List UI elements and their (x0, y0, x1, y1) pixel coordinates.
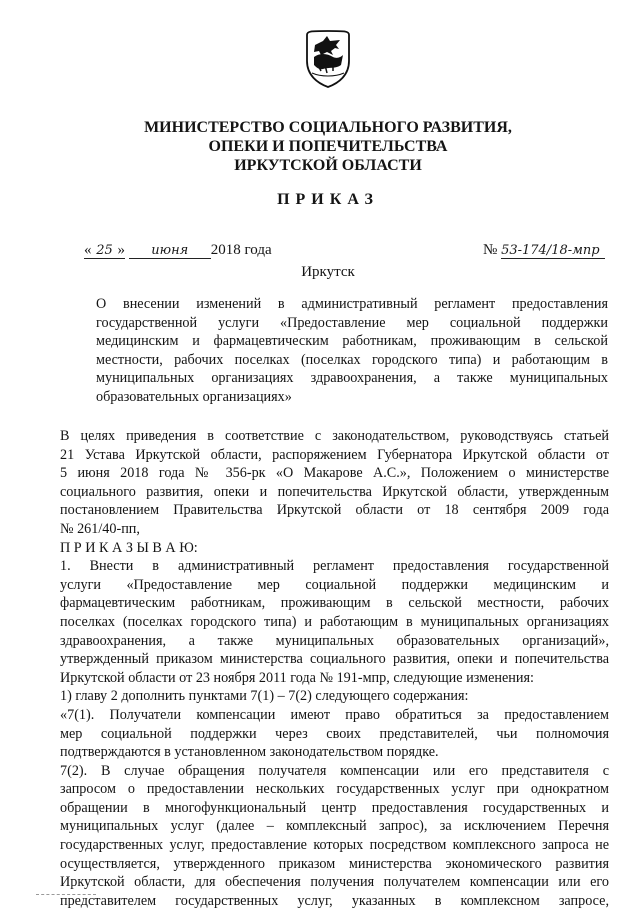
body-line: государственных услуг, предоставление которых посредством комплексного запроса не (60, 837, 609, 854)
date-day: 25 (92, 243, 118, 259)
body-line: 1) главу 2 дополнить пунктами 7(1) – 7(2) следующего содержания: (60, 688, 469, 705)
page-footer-divider (36, 894, 96, 895)
order-number (483, 242, 605, 259)
date-open-quote: « (84, 242, 92, 258)
subject-line: образовательных организациях» (96, 388, 292, 405)
body-line: мер социальной поддержки через своих представителей, чьи полномочия (60, 725, 609, 742)
order-date (84, 242, 272, 259)
body-line: здравоохранения, а также муниципальных образовательных организаций», (60, 632, 609, 649)
body-line: осуществляется, утвержденного приказом министерства экономического развития (60, 855, 609, 872)
date-year: 2018 года (210, 242, 272, 258)
body-line: № 261/40-пп, (60, 520, 140, 537)
order-body (60, 427, 609, 910)
order-subject (96, 295, 608, 407)
body-line: Иркутской области, для обеспечения получения получателем компенсации или его (60, 874, 609, 891)
city: Иркутск (301, 264, 355, 280)
number-value: 53-174/18-мпр (501, 243, 605, 259)
subject-line: местности, рабочих поселках (поселках городского типа) и работающим в (96, 351, 608, 368)
body-line: постановлением Правительства Иркутской области от 18 сентября 2009 года (60, 502, 609, 519)
body-line: Иркутской области от 23 ноября 2011 года № 191-мпр, следующие изменения: (60, 669, 534, 686)
number-sign: № (483, 242, 498, 258)
subject-line: медицинским и фармацевтическим работникам, проживающим в сельской (96, 333, 608, 350)
order-directive: П Р И К А З Ы В А Ю: (60, 539, 198, 556)
body-line: социального развития, опеки и попечительства Иркутской области, утвержденным (60, 483, 609, 500)
body-line: фармацевтическим работникам, проживающим в сельской местности, рабочих (60, 595, 609, 612)
body-line: 5 июня 2018 года № 356-рк «О Макарове А.С.», Положением о министерстве (60, 465, 609, 482)
body-line: обращении в многофункциональный центр предоставления государственных и (60, 799, 609, 816)
body-line: «7(1). Получатели компенсации имеют право обратиться за предоставлением (60, 706, 609, 723)
ministry-name (120, 118, 536, 175)
ministry-line-3: ИРКУТСКОЙ ОБЛАСТИ (234, 157, 422, 174)
body-line: 7(2). В случае обращения получателя компенсации или его представителя с (60, 762, 609, 779)
body-line: В целях приведения в соответствие с законодательством, руководствуясь статьей (60, 428, 609, 444)
subject-line: государственной услуги «Предоставление мер социальной поддержки (96, 314, 608, 331)
body-line: 1. Внести в административный регламент предоставления государственной (60, 558, 609, 575)
coat-of-arms-emblem (303, 27, 353, 89)
body-line: муниципальных услуг (далее – комплексный запрос), за исключением Перечня (60, 818, 609, 835)
ministry-line-2: ОПЕКИ И ПОПЕЧИТЕЛЬСТВА (208, 138, 448, 155)
body-line: утвержденный приказом министерства социального развития, опеки и попечительства (60, 651, 609, 668)
order-title: ПРИКАЗ (277, 191, 379, 208)
body-line: представителем государственных услуг, указанных в комплексном запросе, (60, 892, 609, 909)
body-line: запросом о предоставлении нескольких государственных услуг при однократном (60, 781, 609, 798)
body-line: услуги «Предоставление мер социальной поддержки медицинским и (60, 576, 609, 593)
body-line: поселках (поселках городского типа) и работающим в муниципальных организациях (60, 613, 609, 630)
date-close-quote: » (117, 242, 125, 258)
ministry-line-1: МИНИСТЕРСТВО СОЦИАЛЬНОГО РАЗВИТИЯ, (144, 119, 512, 136)
date-month: июня (129, 243, 211, 259)
subject-line: О внесении изменений в административный регламент предоставления (96, 296, 608, 312)
body-line: 21 Устава Иркутской области, распоряжением Губернатора Иркутской области от (60, 446, 609, 463)
body-line: подтверждаются в установленном законодательством порядке. (60, 744, 439, 761)
subject-line: муниципальных организациях здравоохранения, а также муниципальных (96, 370, 608, 387)
